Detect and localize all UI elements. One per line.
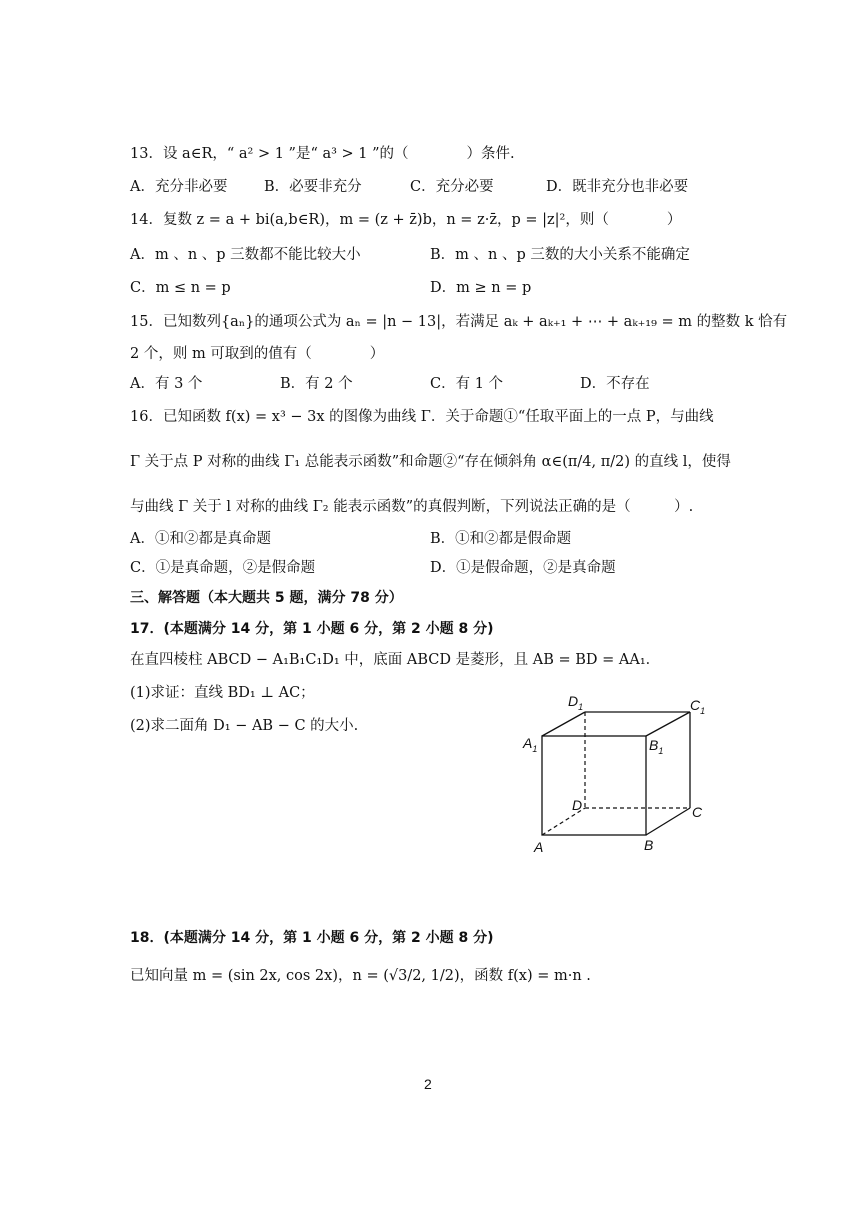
q15-option-d: D．不存在 [580, 376, 650, 392]
q15-option-a: A．有 3 个 [130, 376, 203, 392]
q18-stem: 已知向量 m = (sin 2x, cos 2x)，n = (√3/2, 1/2)，函数 f(x) = m·n . [130, 968, 591, 984]
q16-option-c: C．①是真命题，②是假命题 [130, 560, 316, 576]
q13-option-b: B．必要非充分 [264, 179, 362, 195]
label-d1: $D_1$ [568, 693, 584, 712]
prism-figure [520, 688, 720, 858]
label-b1: $B_1$ [649, 737, 664, 756]
q15-option-b: B．有 2 个 [280, 376, 353, 392]
q16-option-d: D．①是假命题，②是真命题 [430, 560, 616, 576]
q14-option-d: D．m ≥ n = p [430, 280, 532, 296]
q15-option-c: C．有 1 个 [430, 376, 504, 392]
label-c1: $C_1$ [690, 697, 706, 716]
q16-stem-line2: Γ 关于点 P 对称的曲线 Γ₁ 总能表示函数”和命题②“存在倾斜角 α∈(π/4, π/2) 的直线 l，使得 [130, 454, 731, 470]
q16-option-a: A．①和②都是真命题 [130, 531, 271, 547]
q16-stem-line3: 与曲线 Γ 关于 l 对称的曲线 Γ₂ 能表示函数”的真假判断，下列说法正确的是（ ）. [130, 499, 694, 515]
q15-stem-line2: 2 个，则 m 可取到的值有（ ） [130, 346, 385, 362]
edge-bc [646, 808, 690, 835]
q15-stem-line1: 15．已知数列{aₙ}的通项公式为 aₙ = |n − 13|，若满足 aₖ + aₖ₊₁ + ⋯ + aₖ₊₁₉ = m 的整数 k 恰有 [130, 314, 788, 330]
q13-option-a: A．充分非必要 [130, 179, 228, 195]
front-face [542, 736, 646, 835]
q14-option-b: B．m 、n 、p 三数的大小关系不能确定 [430, 247, 690, 263]
label-a: A [534, 839, 544, 855]
q16-option-b: B．①和②都是假命题 [430, 531, 572, 547]
q13-option-d: D．既非充分也非必要 [546, 179, 689, 195]
edge-b1c1 [646, 712, 690, 736]
label-c: C [692, 804, 703, 820]
page-number: 2 [424, 1076, 432, 1092]
label-b: B [644, 837, 654, 853]
label-a1: $A_1$ [523, 735, 538, 754]
q14-option-c: C．m ≤ n = p [130, 280, 231, 296]
q17-heading: 17．(本题满分 14 分，第 1 小题 6 分，第 2 小题 8 分) [130, 621, 494, 637]
edge-a1d1 [542, 712, 585, 736]
q14-stem: 14．复数 z = a + bi(a,b∈R)，m = (z + z̄)b，n = z·z̄，p = |z|²，则（ ） [130, 212, 682, 228]
q16-stem-line1: 16．已知函数 f(x) = x³ − 3x 的图像为曲线 Γ．关于命题①“任取平面上的一点 P，与曲线 [130, 409, 714, 425]
q17-part2: (2)求二面角 D₁ − AB − C 的大小. [130, 718, 359, 734]
q18-heading: 18．(本题满分 14 分，第 1 小题 6 分，第 2 小题 8 分) [130, 930, 494, 946]
q17-stem: 在直四棱柱 ABCD − A₁B₁C₁D₁ 中，底面 ABCD 是菱形，且 AB = BD = AA₁． [130, 652, 661, 668]
q17-part1: (1)求证：直线 BD₁ ⊥ AC； [130, 685, 315, 701]
label-d: D [572, 797, 583, 813]
q13-option-c: C．充分必要 [410, 179, 494, 195]
q13-stem: 13．设 a∈R，“ a² > 1 ”是“ a³ > 1 ”的（ ）条件. [130, 146, 515, 162]
section-heading: 三、解答题（本大题共 5 题，满分 78 分） [130, 590, 403, 606]
q14-option-a: A．m 、n 、p 三数都不能比较大小 [130, 247, 361, 263]
